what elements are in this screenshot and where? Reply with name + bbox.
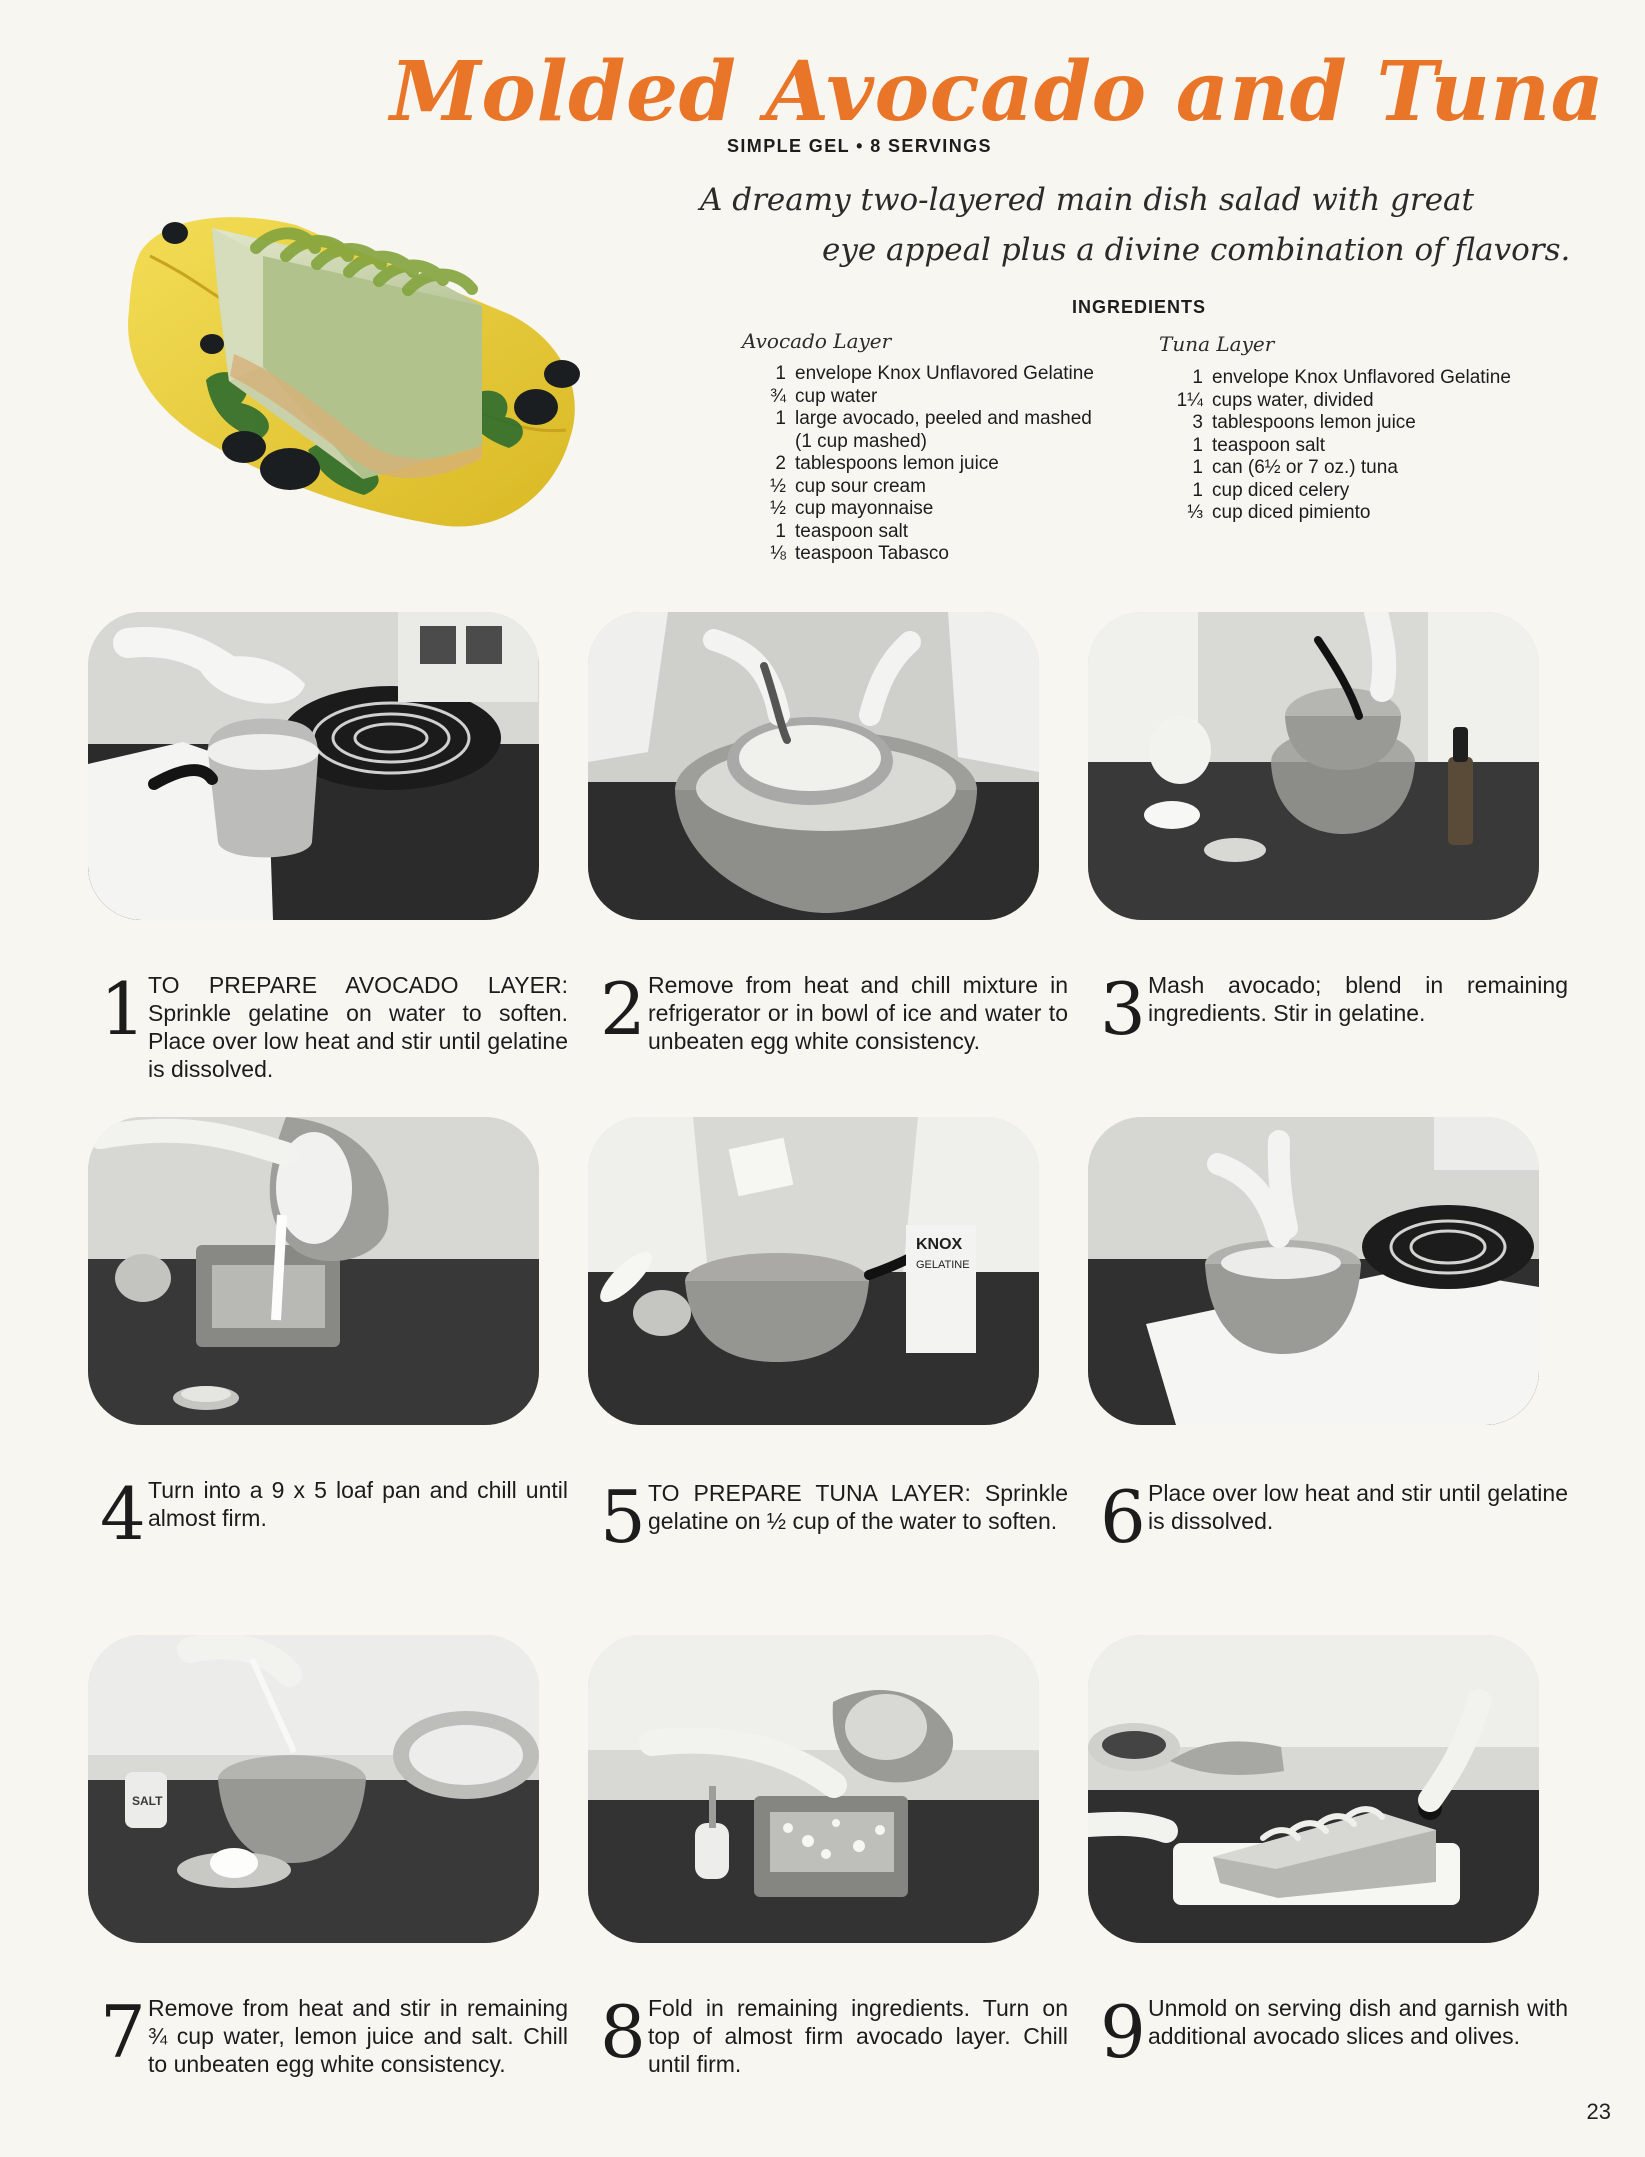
ingredient-name: (1 cup mashed): [795, 430, 928, 452]
stirring-over-heat-photo: [1088, 1117, 1539, 1425]
step-text: Fold in remaining ingredients. Turn on top of almost firm avocado layer. Chill until firm.: [648, 1995, 1068, 2077]
chilling-bowl-photo: [588, 612, 1039, 920]
tuna-layer-title: Tuna Layer: [1159, 332, 1275, 356]
ingredient-name: can (6½ or 7 oz.) tuna: [1212, 457, 1398, 478]
step-number: 9: [1100, 1990, 1146, 2074]
gelatine-box-label: GELATINE: [916, 1259, 970, 1271]
step-number: 8: [600, 1990, 646, 2074]
ingredient-qty: ⅓: [1187, 502, 1203, 523]
ingredient-row: [742, 453, 1152, 476]
ingredient-qty: 1¼: [1176, 389, 1203, 411]
step-text: TO PREPARE TUNA LAYER: Sprinkle gelatine on ½ cup of the water to soften.: [648, 1480, 1068, 1534]
recipe-subtitle: SIMPLE GEL • 8 SERVINGS: [727, 136, 992, 156]
tagline-line-1: A dreamy two-layered main dish salad with great: [700, 182, 1475, 218]
step-number: 7: [100, 1990, 146, 2074]
step-number: 4: [100, 1472, 146, 1556]
ingredient-row: [742, 363, 1152, 386]
ingredient-qty: 1: [775, 363, 786, 384]
step-text: Remove from heat and stir in remaining ¾ cup water, lemon juice and salt. Chill to unbeaten egg white consistency.: [148, 1995, 568, 2077]
step-number: 2: [600, 967, 646, 1051]
step-text: Unmold on serving dish and garnish with additional avocado slices and olives.: [1148, 1995, 1568, 2049]
ingredient-name: tablespoons lemon juice: [795, 453, 999, 474]
step-number: 3: [1100, 967, 1146, 1051]
mashing-avocado-photo: [1088, 612, 1539, 920]
page-number: 23: [1586, 2099, 1611, 2124]
ingredient-qty: 1: [1192, 434, 1203, 456]
step-number: 1: [100, 967, 146, 1051]
step-caption-7: [100, 1990, 570, 2114]
ingredient-name: tablespoons lemon juice: [1212, 412, 1416, 433]
step-text: Remove from heat and chill mixture in refrigerator or in bowl of ice and water to unbeaten egg white consistency.: [648, 972, 1068, 1054]
ingredient-row: [1159, 435, 1559, 458]
pouring-water-into-saucepan-photo: [88, 612, 539, 920]
ingredient-row: [742, 521, 1152, 544]
ingredient-row: [1159, 502, 1559, 525]
folding-ingredients-photo: [588, 1635, 1039, 1943]
ingredient-name: envelope Knox Unflavored Gelatine: [795, 363, 1094, 384]
step-caption-2: [600, 967, 1070, 1091]
ingredient-row: [742, 408, 1152, 431]
ingredient-qty: 1: [1192, 479, 1203, 501]
page-title: Molded Avocado and Tuna: [390, 44, 1605, 140]
ingredient-name: cup diced pimiento: [1212, 502, 1371, 523]
sprinkling-gelatine-photo: [588, 1117, 1039, 1425]
ingredient-row: [742, 476, 1152, 499]
ingredient-qty: 1: [1192, 367, 1203, 388]
ingredient-qty: 3: [1192, 412, 1203, 433]
step-text: Turn into a 9 x 5 loaf pan and chill until almost firm.: [148, 1477, 568, 1531]
ingredient-name: teaspoon salt: [795, 520, 909, 542]
serving-dish-photo: [1088, 1635, 1539, 1943]
ingredient-qty: 1: [775, 408, 786, 429]
ingredient-qty: ⅛: [770, 543, 786, 564]
ingredient-name: cup mayonnaise: [795, 498, 934, 519]
step-caption-9: [1100, 1990, 1570, 2114]
avocado-ingredients-list: [742, 363, 1152, 566]
step-caption-6: [1100, 1475, 1570, 1599]
ingredient-name: cup diced celery: [1212, 479, 1350, 501]
salt-jar-label: SALT: [132, 1794, 163, 1808]
ingredient-row: [742, 431, 1152, 454]
ingredient-name: cup water: [795, 385, 878, 407]
ingredient-name: teaspoon Tabasco: [795, 543, 949, 564]
ingredient-name: large avocado, peeled and mashed: [795, 408, 1092, 429]
ingredients-heading: INGREDIENTS: [1072, 297, 1207, 317]
step-caption-1: [100, 967, 570, 1091]
ingredient-row: [1159, 412, 1559, 435]
step-caption-5: [600, 1475, 1070, 1599]
step-caption-8: [600, 1990, 1070, 2114]
ingredient-name: envelope Knox Unflavored Gelatine: [1212, 367, 1511, 388]
ingredient-row: [742, 386, 1152, 409]
ingredient-qty: ½: [770, 475, 786, 497]
ingredient-name: teaspoon salt: [1212, 434, 1326, 456]
ingredient-row: [1159, 457, 1559, 480]
tuna-ingredients-list: [1159, 367, 1559, 525]
step-caption-3: [1100, 967, 1570, 1091]
ingredient-qty: 1: [1192, 457, 1203, 478]
ingredient-qty: 2: [775, 453, 786, 474]
step-text: TO PREPARE AVOCADO LAYER: Sprinkle gelatine on water to soften. Place over low heat and stir until gelatine is dissolved.: [148, 972, 568, 1082]
step-text: Mash avocado; blend in remaining ingredients. Stir in gelatine.: [1148, 972, 1568, 1026]
ingredient-qty: ½: [770, 498, 786, 519]
knox-box-label: KNOX: [916, 1236, 963, 1253]
ingredient-qty: ¾: [770, 385, 786, 407]
ingredient-row: [742, 543, 1152, 566]
ingredient-name: cups water, divided: [1212, 389, 1374, 411]
ingredient-row: [1159, 367, 1559, 390]
step-number: 5: [600, 1475, 646, 1559]
ingredient-name: cup sour cream: [795, 475, 926, 497]
avocado-layer-title: Avocado Layer: [742, 329, 892, 353]
hero-dish-photo: [116, 130, 636, 550]
step-caption-4: [100, 1472, 570, 1596]
ingredient-row: [1159, 390, 1559, 413]
ingredient-row: [742, 498, 1152, 521]
pouring-into-loaf-pan-photo: [88, 1117, 539, 1425]
ingredient-qty: 1: [775, 520, 786, 542]
step-number: 6: [1100, 1475, 1146, 1559]
adding-water-photo: [88, 1635, 539, 1943]
step-text: Place over low heat and stir until gelatine is dissolved.: [1148, 1480, 1568, 1534]
ingredient-row: [1159, 480, 1559, 503]
tagline-line-2: eye appeal plus a divine combination of flavors.: [822, 232, 1571, 268]
